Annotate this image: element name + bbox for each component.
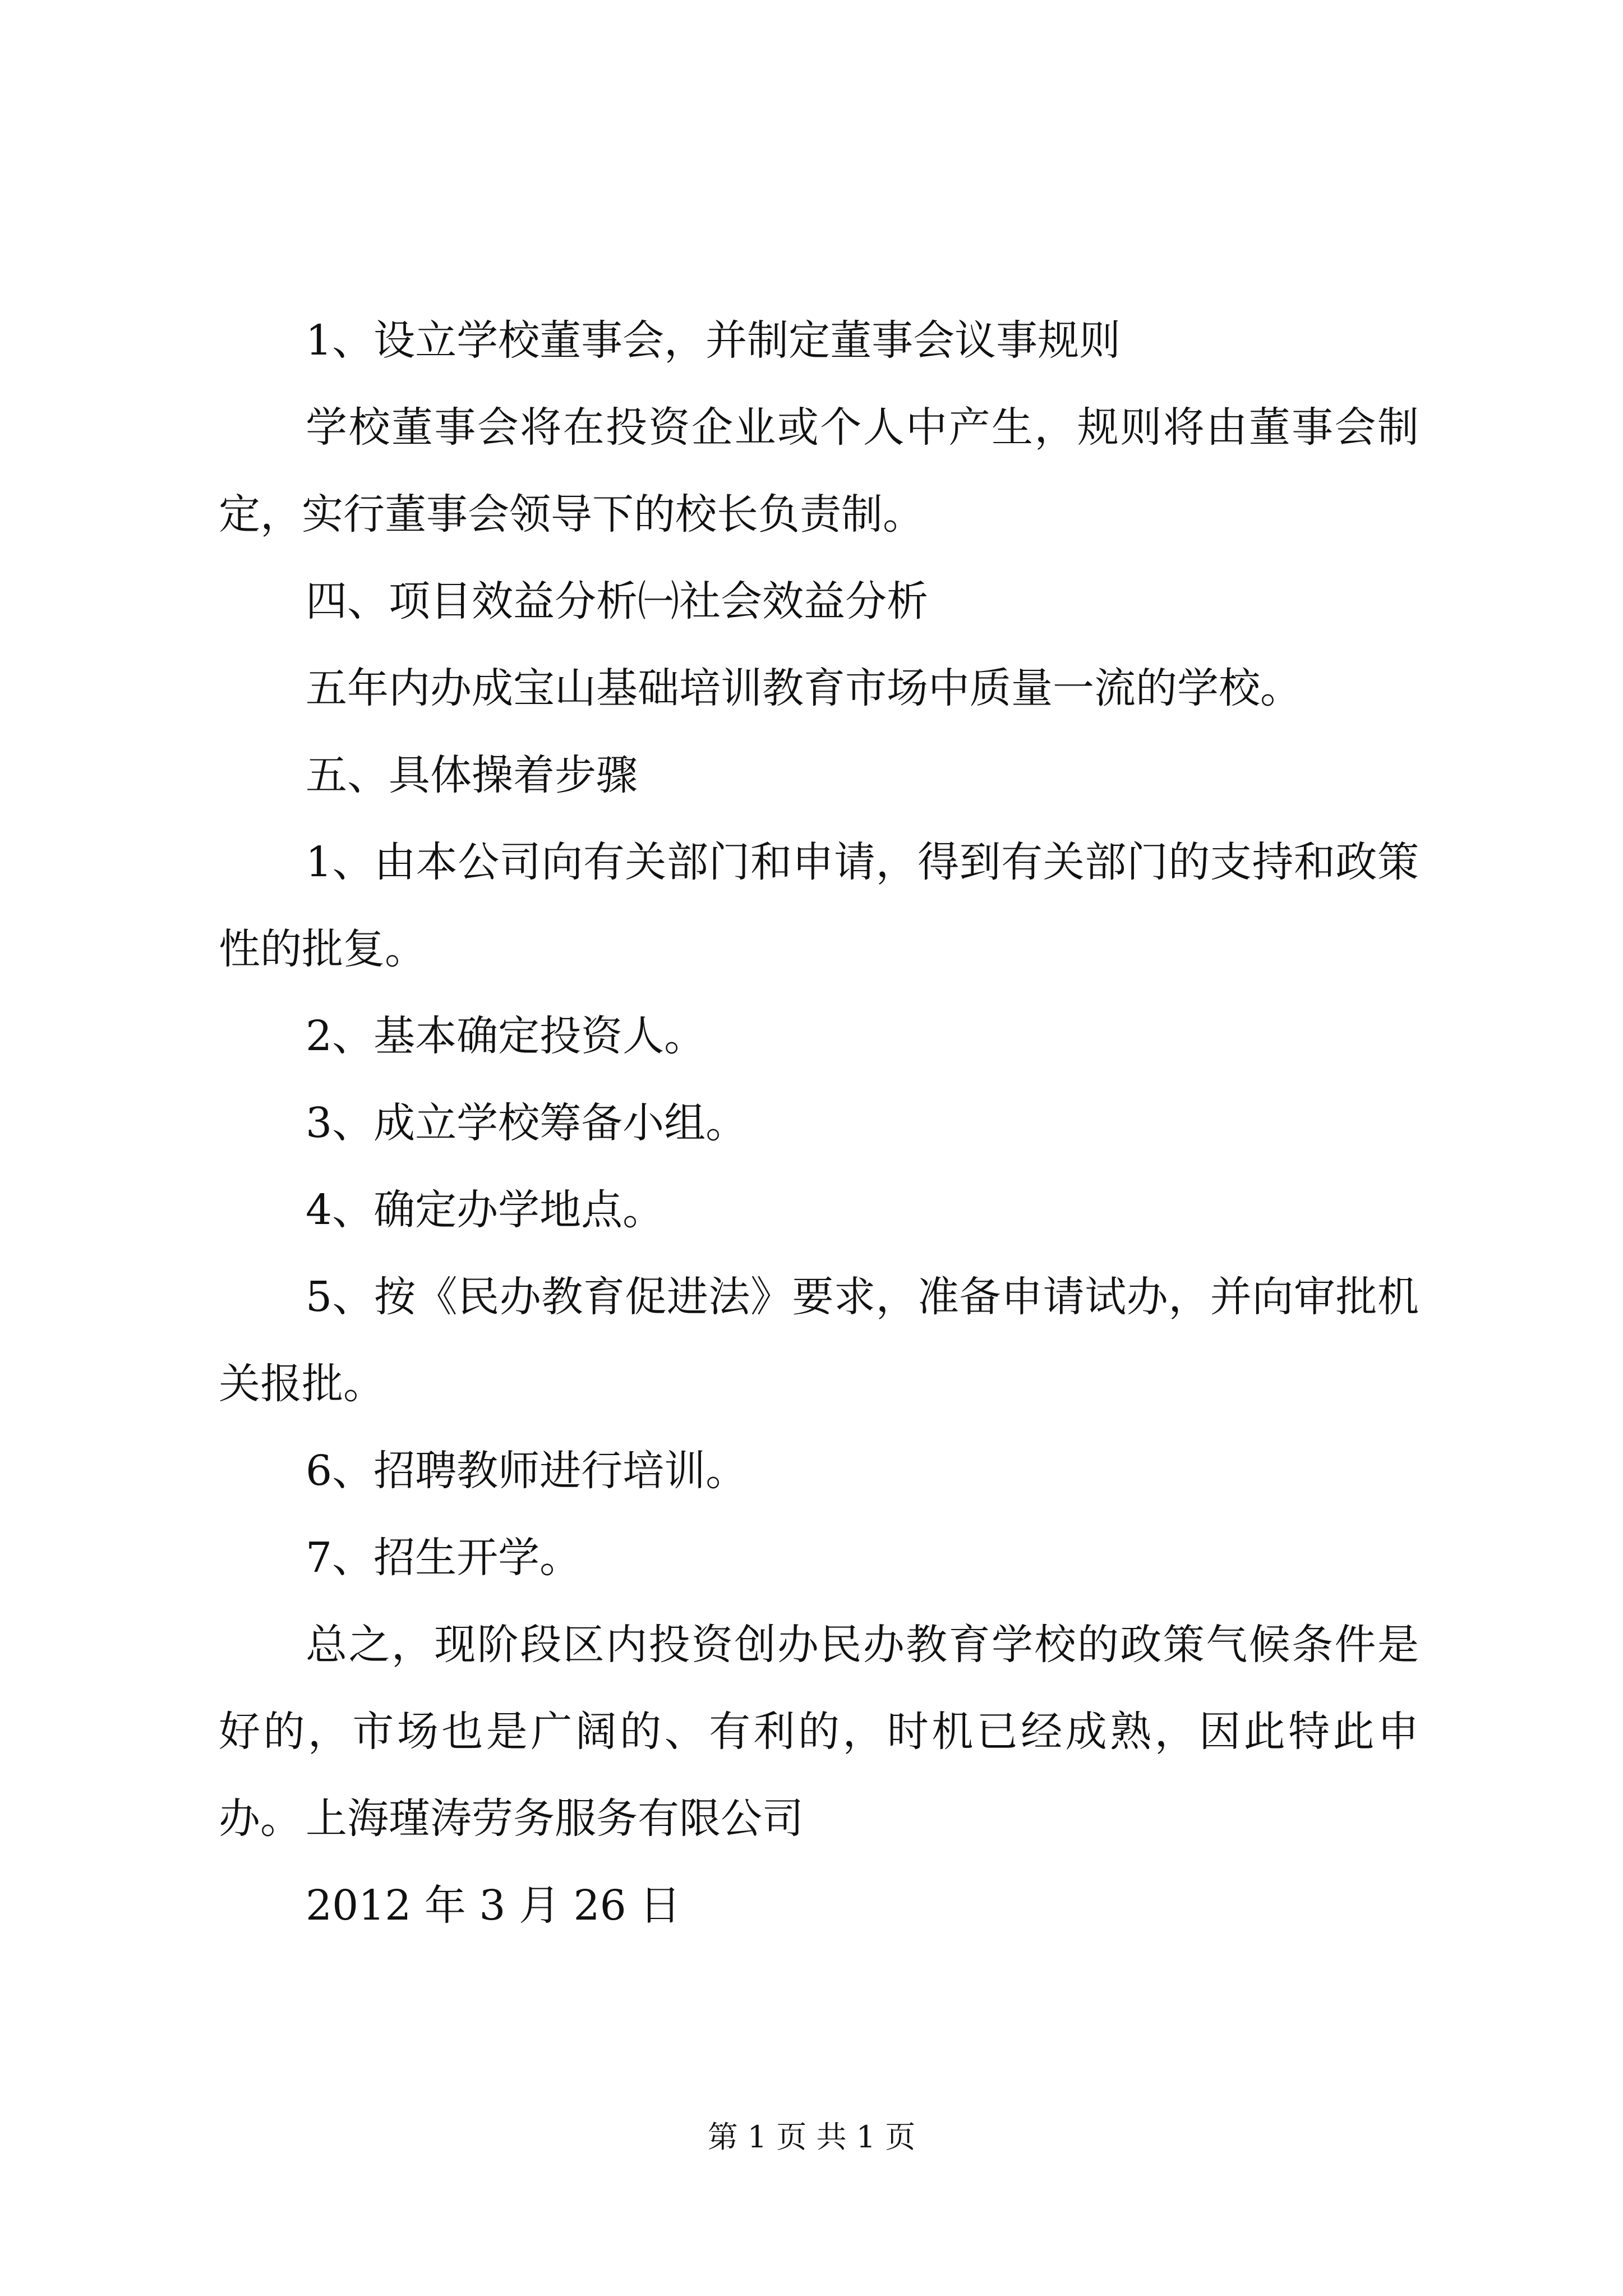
paragraph-6: 1、由本公司向有关部门和申请，得到有关部门的支持和政策性的批复。: [219, 838, 1419, 973]
paragraph-14: 上海瑾涛劳务服务有限公司: [306, 1795, 804, 1843]
paragraph-3: 四、项目效益分析㈠社会效益分析: [306, 577, 928, 625]
paragraph-4: 五年内办成宝山基础培训教育市场中质量一流的学校。: [306, 664, 1302, 712]
paragraph-7: 2、基本确定投资人。: [306, 1012, 706, 1060]
paragraph-1: 1、设立学校董事会，并制定董事会议事规则: [306, 316, 1121, 365]
paragraph-5: 五、具体操着步骤: [306, 751, 638, 799]
page-footer: 第 1 页 共 1 页: [707, 2119, 916, 2155]
paragraph-11: 6、招聘教师进行培训。: [306, 1447, 748, 1495]
paragraph-12: 7、招生开学。: [306, 1534, 582, 1582]
paragraph-2: 学校董事会将在投资企业或个人中产生，规则将由董事会制定，实行董事会领导下的校长负责制。: [219, 403, 1419, 539]
paragraph-13: 总之，现阶段区内投资创办民办教育学校的政策气候条件是好的，市场也是广阔的、有利的，时机已经成熟，因此特此申办。: [219, 1621, 1419, 1843]
paragraph-10: 5、按《民办教育促进法》要求，准备申请试办，并向审批机关报批。: [219, 1273, 1419, 1408]
paragraph-9: 4、确定办学地点。: [306, 1186, 665, 1234]
paragraph-8: 3、成立学校筹备小组。: [306, 1099, 748, 1147]
paragraph-15: 2012 年 3 月 26 日: [306, 1881, 681, 1930]
